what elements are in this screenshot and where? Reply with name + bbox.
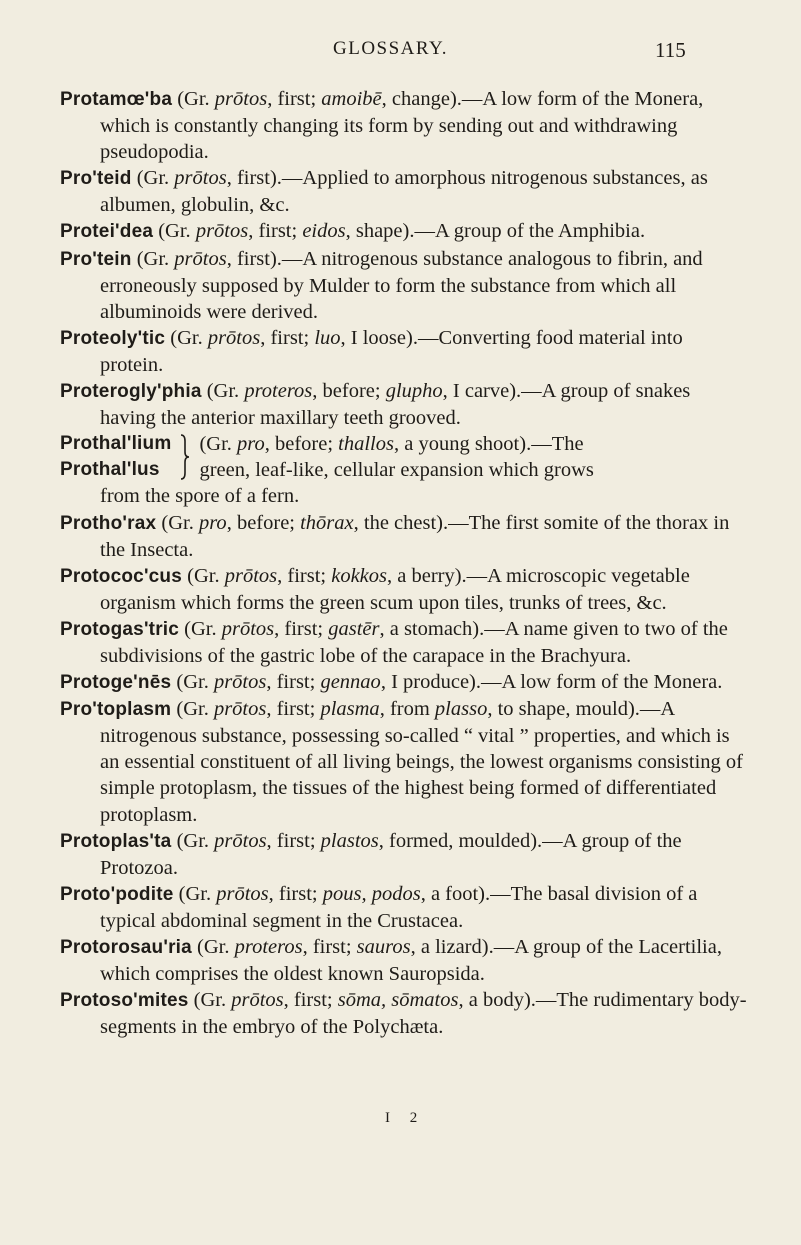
- entry-definition: , I loose).—Converting food material into protein.: [100, 326, 683, 376]
- entry-headword: Protoplas'ta: [60, 830, 172, 852]
- entry-definition: , first).—Applied to amorphous nitrogenous substances, as albumen, globulin, &c.: [100, 167, 708, 217]
- entry-definition: (Gr.: [165, 326, 208, 349]
- glossary-entry: [60, 510, 750, 563]
- entry-etymon: proteros: [234, 936, 303, 958]
- glossary-entry: [60, 934, 750, 987]
- running-title: GLOSSARY.: [333, 38, 449, 59]
- entry-definition: (Gr.: [171, 698, 214, 721]
- entry-definition: , a berry).—A microscopic vegetable organism which forms the green scum upon tiles, trunks of trees, &c.: [100, 564, 690, 614]
- entry-headword: Protamœ'ba: [60, 89, 173, 110]
- entry-definition: , first;: [260, 326, 315, 349]
- glossary-entry: [60, 165, 750, 218]
- entry-definition: , first).—A nitrogenous substance analogous to fibrin, and erroneously supposed by Mulder to form the substance from which all albuminoids were derived.: [100, 247, 703, 323]
- glossary-entry: [60, 86, 750, 165]
- entry-definition: , a young shoot).—The: [393, 433, 584, 456]
- entry-etymon: prōtos: [207, 326, 261, 349]
- glossary-entry: [60, 218, 750, 245]
- entry-definition: , first;: [266, 671, 321, 694]
- entry-etymon: pro: [198, 511, 227, 534]
- entry-definition: (Gr.: [201, 380, 245, 403]
- entry-definition: , first;: [266, 829, 321, 852]
- entry-definition: (Gr.: [182, 564, 225, 587]
- entry-etymon: amoibē: [321, 88, 382, 110]
- entry-headword: Prothal'lus: [60, 459, 160, 481]
- entry-headword: Pro'teid: [60, 168, 132, 190]
- entry-definition: (Gr.: [171, 829, 215, 852]
- glossary-entry: [60, 669, 750, 696]
- entry-etymon: prōtos: [224, 564, 278, 587]
- entry-definition: , shape).—A group of the Amphibia.: [345, 220, 646, 243]
- entry-etymon: prōtos: [213, 698, 267, 721]
- entry-definition: , first;: [277, 564, 332, 587]
- entry-etymon: prōtos: [174, 247, 227, 270]
- entry-definition: , change).—A low form of the Monera, which is constantly changing its form by sending out and withdrawing pseudopodia.: [100, 88, 704, 164]
- entry-definition: , first;: [248, 220, 303, 243]
- glossary-entry-prothallium: [60, 431, 750, 509]
- entry-headword: Pro'tein: [60, 248, 132, 270]
- glossary-entry: [60, 881, 750, 934]
- entry-definition: (Gr.: [131, 167, 175, 190]
- entry-definition: (Gr.: [191, 936, 235, 958]
- entry-etymon: luo: [314, 326, 341, 349]
- glossary-entry: [60, 325, 750, 378]
- entry-definition: (Gr.: [188, 989, 232, 1012]
- entry-headword: Protho'rax: [60, 512, 157, 534]
- entry-etymon: sauros: [356, 936, 411, 958]
- entry-headword: Proto'podite: [60, 883, 174, 905]
- entry-etymon: prōtos: [214, 829, 267, 852]
- entry-etymon: prōtos: [213, 671, 267, 694]
- entry-definition: , before;: [226, 511, 301, 534]
- entry-etymon: plasso: [434, 698, 488, 721]
- entry-definition: , first;: [302, 936, 357, 958]
- entry-definition: , a body).—The rudimentary body-segments in the embryo of the Polychæta.: [100, 989, 747, 1039]
- entry-etymon: prōtos: [216, 882, 269, 905]
- entry-etymon: prōtos: [231, 989, 284, 1012]
- entry-headword: Protorosau'ria: [60, 937, 192, 958]
- glossary-entry: [60, 563, 750, 616]
- entry-etymon: prōtos: [195, 220, 249, 243]
- glossary-entry: [60, 246, 750, 325]
- entry-definition: , a stomach).—A name given to two of the subdivisions of the gastric lobe of the carapace in the Brachyura.: [100, 617, 728, 667]
- page-number: 115: [655, 38, 686, 62]
- entry-etymon: pro: [237, 433, 265, 456]
- entry-etymon: prōtos: [221, 617, 275, 640]
- entry-definition: (Gr.: [156, 511, 199, 534]
- entry-definition: , before;: [312, 380, 386, 403]
- entry-headword: Protoge'nēs: [60, 672, 172, 694]
- entry-headword: Prothal'lium: [60, 433, 172, 455]
- entry-headword: Protei'dea: [60, 221, 154, 243]
- entry-etymon: prōtos: [214, 88, 268, 110]
- entry-definition: (Gr.: [131, 247, 175, 270]
- glossary-entries: [60, 86, 750, 1040]
- entry-definition: , before;: [264, 433, 339, 456]
- entry-definition: (Gr.: [153, 220, 196, 243]
- glossary-entry: [60, 987, 750, 1040]
- entry-definition: (Gr.: [199, 433, 238, 456]
- entry-definition: , from: [379, 698, 435, 721]
- entry-etymon: eidos: [302, 220, 346, 243]
- entry-etymon: proteros: [244, 380, 313, 403]
- entry-etymon: thōrax: [300, 511, 354, 534]
- entry-etymon: plasma: [320, 698, 380, 721]
- entry-definition: (Gr.: [172, 88, 215, 110]
- entry-definition: , the chest).—The first somite of the thorax in the Insecta.: [100, 511, 730, 561]
- signature-mark: I 2: [385, 1110, 426, 1126]
- entry-headword: Protococ'cus: [60, 565, 183, 587]
- entry-definition: , a foot).—The basal division of a typical abdominal segment in the Crustacea.: [100, 882, 698, 932]
- glossary-entry: [60, 378, 750, 431]
- entry-etymon: prōtos: [174, 167, 227, 190]
- glossary-entry: [60, 616, 750, 669]
- entry-definition: , I produce).—A low form of the Monera.: [380, 671, 723, 694]
- glossary-entry: [60, 696, 750, 827]
- entry-etymon: gennao: [320, 671, 381, 694]
- entry-definition: , to shape, mould).—A nitrogenous substance, possessing so-called “ vital ” properties, and which is an essential constituent of all living beings, the lowest organisms consisting of simple protoplasm, the tissues of the highest being formed of differentiated protoplasm.: [100, 698, 744, 826]
- entry-etymon: plastos: [320, 829, 379, 852]
- entry-definition: , formed, moulded).—A group of the Protozoa.: [100, 829, 682, 879]
- entry-definition: (Gr.: [171, 671, 214, 694]
- entry-definition: , first;: [266, 698, 321, 721]
- entry-etymon: pous, podos: [322, 882, 421, 905]
- entry-definition: , first;: [274, 617, 329, 640]
- entry-definition: , first;: [283, 989, 338, 1012]
- entry-etymon: thallos: [338, 433, 394, 456]
- entry-definition: from the spore of a fern.: [100, 485, 300, 508]
- entry-etymon: sōma, sōmatos: [337, 989, 459, 1012]
- entry-definition: (Gr.: [173, 882, 217, 905]
- entry-headword: Proteoly'tic: [60, 327, 166, 349]
- entry-headword: Pro'toplasm: [60, 699, 172, 721]
- entry-definition: , I carve).—A group of snakes having the anterior maxillary teeth grooved.: [100, 380, 691, 430]
- curly-brace-icon: [177, 431, 195, 483]
- entry-definition: , first;: [267, 88, 322, 110]
- entry-headword: Protogas'tric: [60, 618, 180, 640]
- entry-headword: Proterogly'phia: [60, 381, 202, 403]
- entry-definition: , first;: [268, 882, 323, 905]
- entry-definition: (Gr.: [179, 617, 222, 640]
- running-head: [0, 38, 801, 68]
- glossary-entry: [60, 828, 750, 881]
- entry-definition: green, leaf-like, cellular expansion which grows: [199, 459, 594, 482]
- entry-etymon: kokkos: [331, 564, 387, 587]
- entry-etymon: glupho: [385, 380, 443, 403]
- entry-headword: Protoso'mites: [60, 990, 189, 1012]
- entry-etymon: gastēr: [328, 617, 380, 640]
- entry-definition: , a lizard).—A group of the Lacertilia, which comprises the oldest known Sauropsida.: [100, 936, 722, 986]
